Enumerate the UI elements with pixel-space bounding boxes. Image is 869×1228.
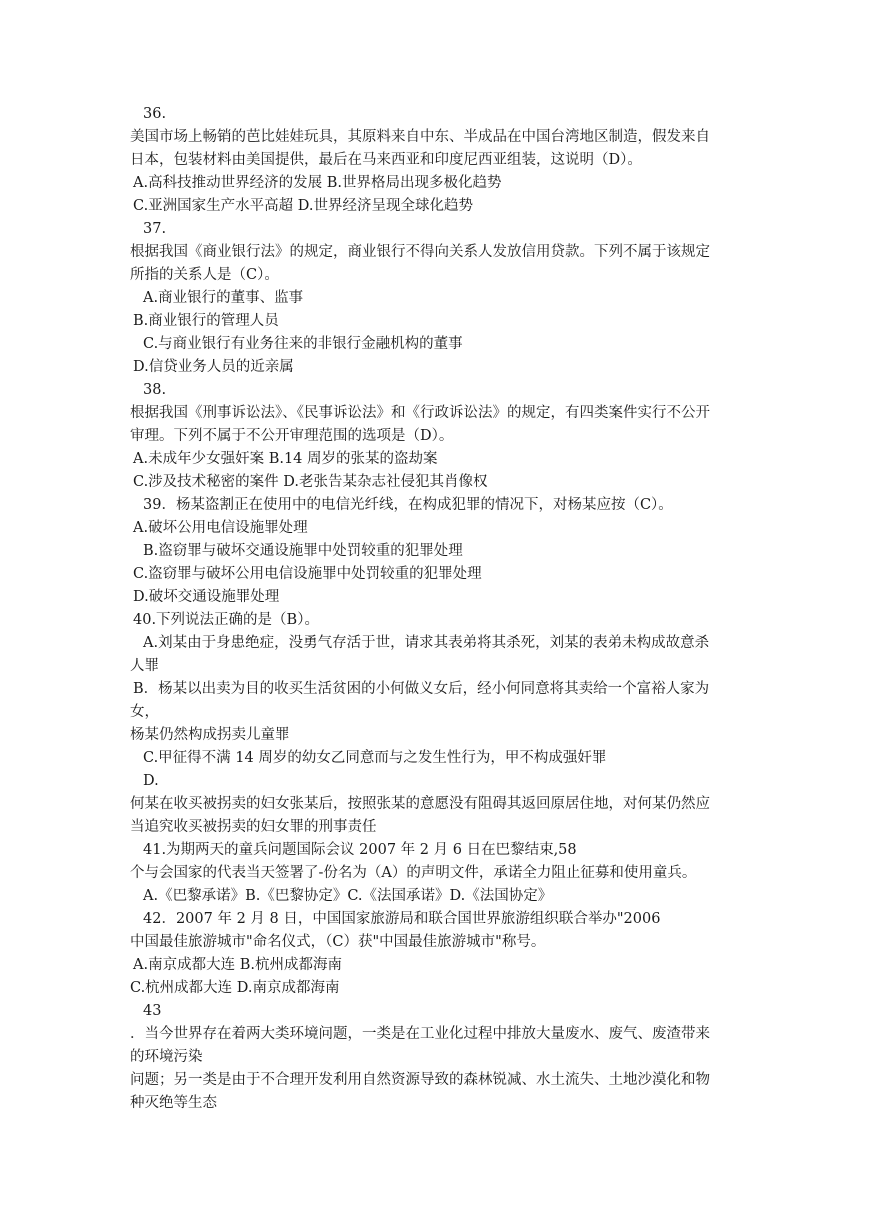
question-41-options: A.《巴黎承诺》B.《巴黎协定》C.《法国承诺》D.《法国协定》: [143, 888, 553, 904]
question-42-text: 42．2007 年 2 月 8 日，中国国家旅游局和联合国世界旅游组织联合举办"2006: [143, 911, 661, 927]
question-38-number: 38.: [143, 382, 167, 398]
question-39-option: D.破坏交通设施罪处理: [133, 589, 280, 605]
question-38-text: 审理。下列不属于不公开审理范围的选项是（D）。: [130, 428, 454, 444]
question-40-option: 杨某仍然构成拐卖儿童罪: [130, 727, 290, 743]
question-37-option: C.与商业银行有业务往来的非银行金融机构的董事: [143, 336, 463, 352]
question-41-text: 41.为期两天的童兵问题国际会议 2007 年 2 月 6 日在巴黎结束,58: [143, 842, 577, 858]
question-40-option: 当追究收买被拐卖的妇女罪的刑事责任: [130, 819, 377, 835]
question-39-option: C.盗窃罪与破坏公用电信设施罪中处罚较重的犯罪处理: [133, 566, 482, 582]
question-38-options: A.未成年少女强奸案 B.14 周岁的张某的盗劫案: [133, 451, 438, 467]
question-42-text: 中国最佳旅游城市"命名仪式，（C）获"中国最佳旅游城市"称号。: [130, 934, 546, 950]
question-43-text: ．当今世界存在着两大类环境问题，一类是在工业化过程中排放大量废水、废气、废渣带来: [130, 1026, 710, 1042]
question-40-option: 女，: [130, 704, 159, 720]
question-36-text: 美国市场上畅销的芭比娃娃玩具，其原料来自中东、半成品在中国台湾地区制造，假发来自: [130, 129, 710, 145]
question-43-text: 的环境污染: [130, 1049, 203, 1065]
question-40-option: D.: [143, 773, 159, 789]
question-43-number: 43: [143, 1003, 162, 1019]
question-37-text: 根据我国《商业银行法》的规定，商业银行不得向关系人发放信用贷款。下列不属于该规定: [130, 244, 710, 260]
question-37-option: A.商业银行的董事、监事: [143, 290, 304, 306]
question-36-number: 36.: [143, 106, 167, 122]
question-36-options: C.亚洲国家生产水平高超 D.世界经济呈现全球化趋势: [133, 198, 474, 214]
question-42-options: C.杭州成都大连 D.南京成都海南: [130, 980, 340, 996]
question-37-option: B.商业银行的管理人员: [133, 313, 279, 329]
question-38-text: 根据我国《刑事诉讼法》、《民事诉讼法》和《行政诉讼法》的规定，有四类案件实行不公开: [130, 405, 710, 421]
question-40-text: 40.下列说法正确的是（B）。: [133, 612, 319, 628]
question-36-options: A.高科技推动世界经济的发展 B.世界格局出现多极化趋势: [133, 175, 502, 191]
question-40-option: 何某在收买被拐卖的妇女张某后，按照张某的意愿没有阻碍其返回原居住地，对何某仍然应: [130, 796, 710, 812]
question-37-option: D.信贷业务人员的近亲属: [133, 359, 294, 375]
question-40-option: C.甲征得不满 14 周岁的幼女乙同意而与之发生性行为，甲不构成强奸罪: [143, 750, 607, 766]
question-40-option: A.刘某由于身患绝症，没勇气存活于世，请求其表弟将其杀死，刘某的表弟未构成故意杀: [143, 635, 710, 651]
question-43-text: 种灭绝等生态: [130, 1095, 217, 1111]
question-37-number: 37.: [143, 221, 167, 237]
question-39-option: B.盗窃罪与破坏交通设施罪中处罚较重的犯罪处理: [143, 543, 463, 559]
question-41-text: 个与会国家的代表当天签署了-份名为（A）的声明文件，承诺全力阻止征募和使用童兵。: [130, 865, 697, 881]
question-43-text: 问题；另一类是由于不合理开发利用自然资源导致的森林锐减、水土流失、土地沙漠化和物: [130, 1072, 710, 1088]
question-38-options: C.涉及技术秘密的案件 D.老张告某杂志社侵犯其肖像权: [133, 474, 488, 490]
question-36-text: 日本，包装材料由美国提供，最后在马来西亚和印度尼西亚组装，这说明（D）。: [130, 152, 642, 168]
question-40-option: B．杨某以出卖为目的收买生活贫困的小何做义女后，经小何同意将其卖给一个富裕人家为: [133, 681, 710, 697]
question-42-options: A.南京成都大连 B.杭州成都海南: [133, 957, 342, 973]
question-39-option: A.破坏公用电信设施罪处理: [133, 520, 308, 536]
question-39-text: 39．杨某盗割正在使用中的电信光纤线，在构成犯罪的情况下，对杨某应按（C）。: [143, 497, 673, 513]
question-40-option: 人罪: [130, 658, 159, 674]
question-37-text: 所指的关系人是（C）。: [130, 267, 279, 283]
